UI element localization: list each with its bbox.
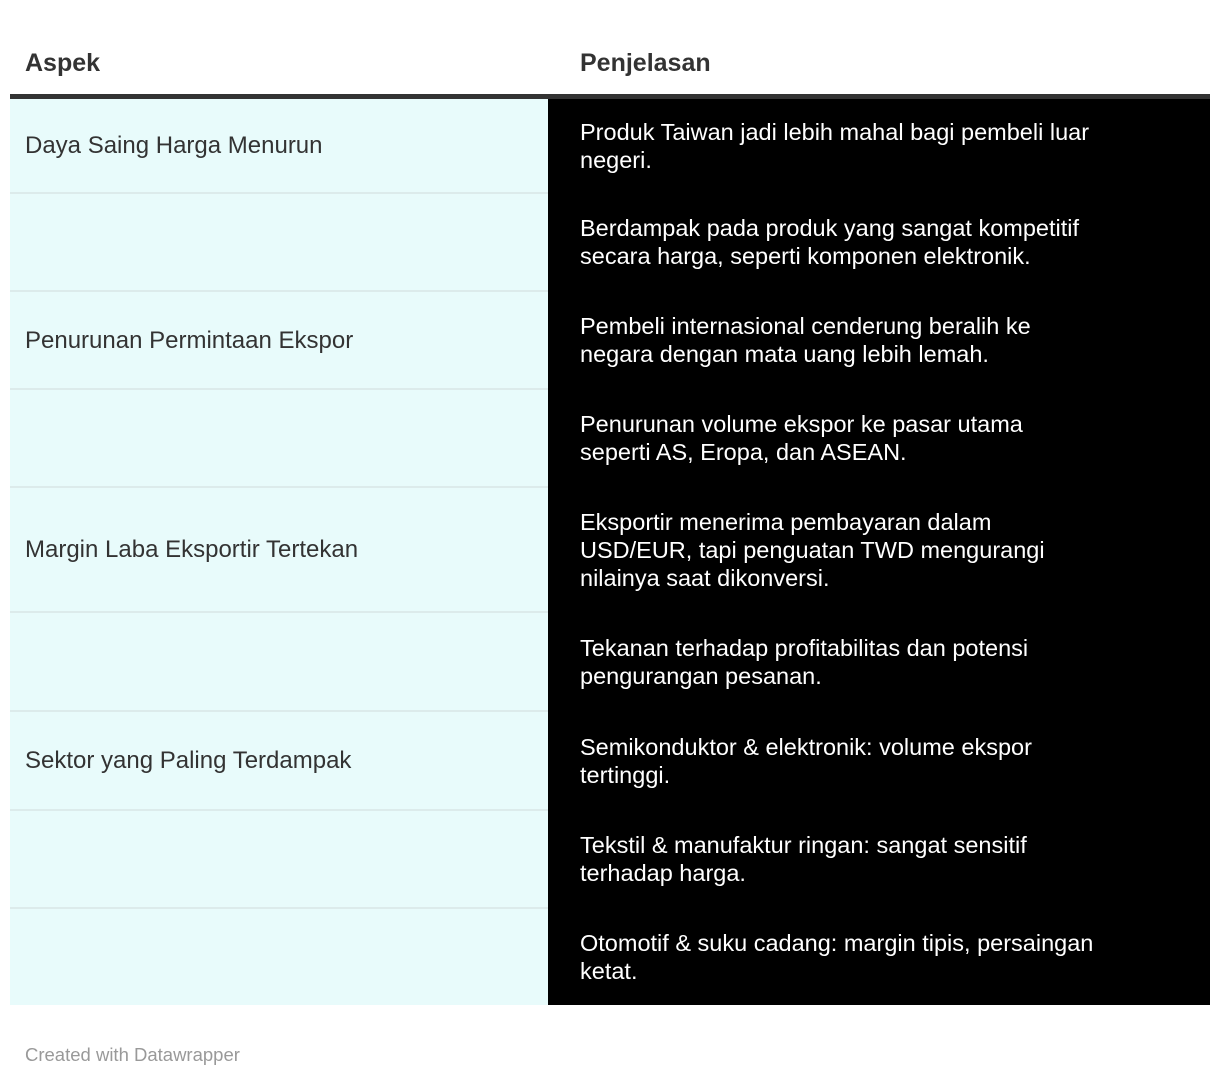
table-row	[10, 711, 1210, 810]
table-row	[10, 810, 1210, 908]
penjelasan-cell: Pembeli internasional cenderung beralih ke negara dengan mata uang lebih lemah.	[548, 291, 1210, 389]
table-row	[10, 291, 1210, 389]
penjelasan-cell: Tekanan terhadap profitabilitas dan potensi pengurangan pesanan.	[548, 612, 1210, 711]
aspek-cell: Penurunan Permintaan Ekspor	[10, 291, 548, 389]
aspek-cell: Margin Laba Eksportir Tertekan	[10, 487, 548, 612]
table-row	[10, 612, 1210, 711]
aspek-cell	[10, 389, 548, 487]
penjelasan-cell: Otomotif & suku cadang: margin tipis, persaingan ketat.	[548, 908, 1210, 1005]
aspek-cell	[10, 612, 548, 711]
aspek-cell	[10, 908, 548, 1005]
table-body	[10, 96, 1210, 1005]
attribution-line	[25, 1044, 1210, 1066]
table-row	[10, 389, 1210, 487]
penjelasan-cell: Berdampak pada produk yang sangat kompetitif secara harga, seperti komponen elektronik.	[548, 193, 1210, 291]
penjelasan-cell: Tekstil & manufaktur ringan: sangat sensitif terhadap harga.	[548, 810, 1210, 908]
penjelasan-cell: Penurunan volume ekspor ke pasar utama seperti AS, Eropa, dan ASEAN.	[548, 389, 1210, 487]
aspek-cell: Sektor yang Paling Terdampak	[10, 711, 548, 810]
table-row	[10, 96, 1210, 193]
penjelasan-cell: Produk Taiwan jadi lebih mahal bagi pembeli luar negeri.	[548, 96, 1210, 193]
table-row	[10, 908, 1210, 1005]
column-header-penjelasan: Penjelasan	[548, 0, 1210, 96]
aspek-cell	[10, 810, 548, 908]
table-header-row	[10, 0, 1210, 96]
table-row	[10, 487, 1210, 612]
aspek-cell	[10, 193, 548, 291]
table-row	[10, 193, 1210, 291]
column-header-aspek: Aspek	[10, 0, 548, 96]
datawrapper-attribution-link[interactable]: Created with Datawrapper	[25, 1044, 240, 1065]
penjelasan-cell: Semikonduktor & elektronik: volume ekspor tertinggi.	[548, 711, 1210, 810]
aspek-penjelasan-table	[10, 0, 1210, 1005]
aspek-cell: Daya Saing Harga Menurun	[10, 96, 548, 193]
penjelasan-cell: Eksportir menerima pembayaran dalam USD/EUR, tapi penguatan TWD mengurangi nilainya saat dikonversi.	[548, 487, 1210, 612]
